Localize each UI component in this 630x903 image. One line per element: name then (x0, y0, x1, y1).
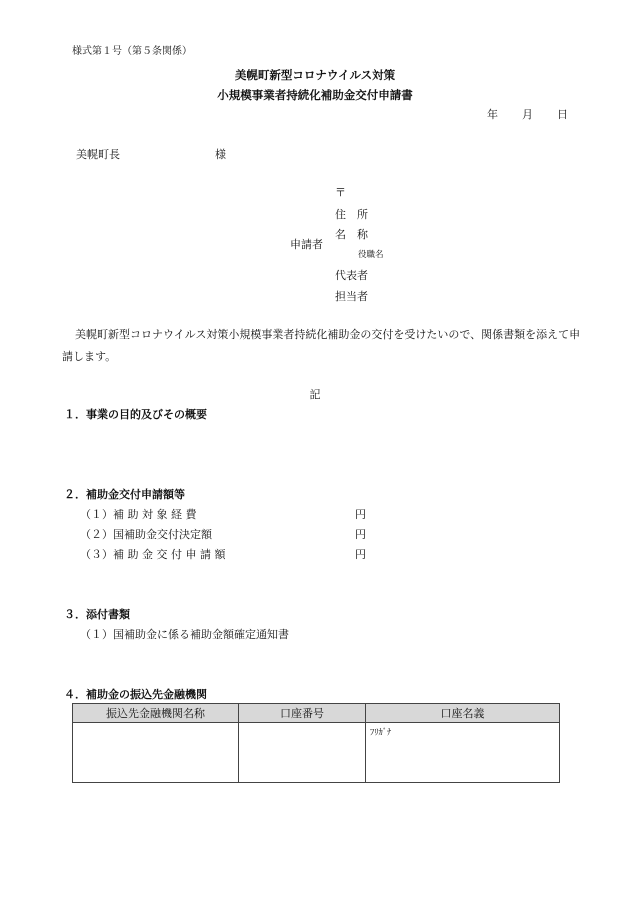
title-label: 役職名 (358, 250, 384, 260)
body-text: 美幌町新型コロナウイルス対策小規模事業者持続化補助金の交付を受けたいので、関係書類を添えて申請します。 (62, 328, 581, 363)
section-3-title: ３．添付書類 (64, 608, 130, 621)
contact-label: 担当者 (335, 290, 368, 303)
date-month: 月 (522, 108, 533, 121)
yen-unit: 円 (355, 528, 366, 541)
bank-table-header-row (73, 704, 560, 723)
bank-table-row (73, 723, 560, 783)
form-number: 様式第１号（第５条関係） (72, 46, 192, 57)
honorific: 様 (215, 148, 226, 161)
header-bank-name: 振込先金融機関名称 (73, 704, 239, 723)
bank-name-cell[interactable] (73, 723, 239, 783)
representative-label: 代表者 (335, 269, 368, 282)
title-line-1: 美幌町新型コロナウイルス対策 (234, 68, 396, 82)
section-2-title: ２．補助金交付申請額等 (64, 488, 185, 501)
applicant-label: 申請者 (290, 238, 323, 251)
section-4-title: ４．補助金の振込先金融機関 (64, 688, 207, 701)
addressee: 美幌町長 (76, 148, 120, 161)
date-day: 日 (557, 108, 568, 121)
item-eligible-expenses: （１）補 助 対 象 経 費 (80, 508, 197, 521)
yen-unit: 円 (355, 508, 366, 521)
postal-mark: 〒 (335, 186, 346, 199)
bank-table (72, 703, 560, 783)
ki-mark: 記 (309, 388, 321, 401)
name-label: 名 称 (335, 228, 368, 241)
title-line-2: 小規模事業者持続化補助金交付申請書 (217, 88, 413, 102)
header-account-number: 口座番号 (239, 704, 366, 723)
section-1-title: １．事業の目的及びその概要 (64, 408, 207, 421)
yen-unit: 円 (355, 548, 366, 561)
date-year: 年 (487, 108, 498, 121)
item-requested-amount: （３）補 助 金 交 付 申 請 額 (80, 548, 226, 561)
furigana-label: ﾌﾘｶﾞﾅ (370, 728, 392, 738)
account-number-cell[interactable] (239, 723, 366, 783)
attachment-item: （１）国補助金に係る補助金額確定通知書 (80, 628, 289, 641)
address-label: 住 所 (335, 208, 368, 221)
account-holder-cell[interactable] (366, 723, 560, 783)
header-account-holder: 口座名義 (366, 704, 560, 723)
item-national-grant: （２）国補助金交付決定額 (80, 528, 212, 541)
